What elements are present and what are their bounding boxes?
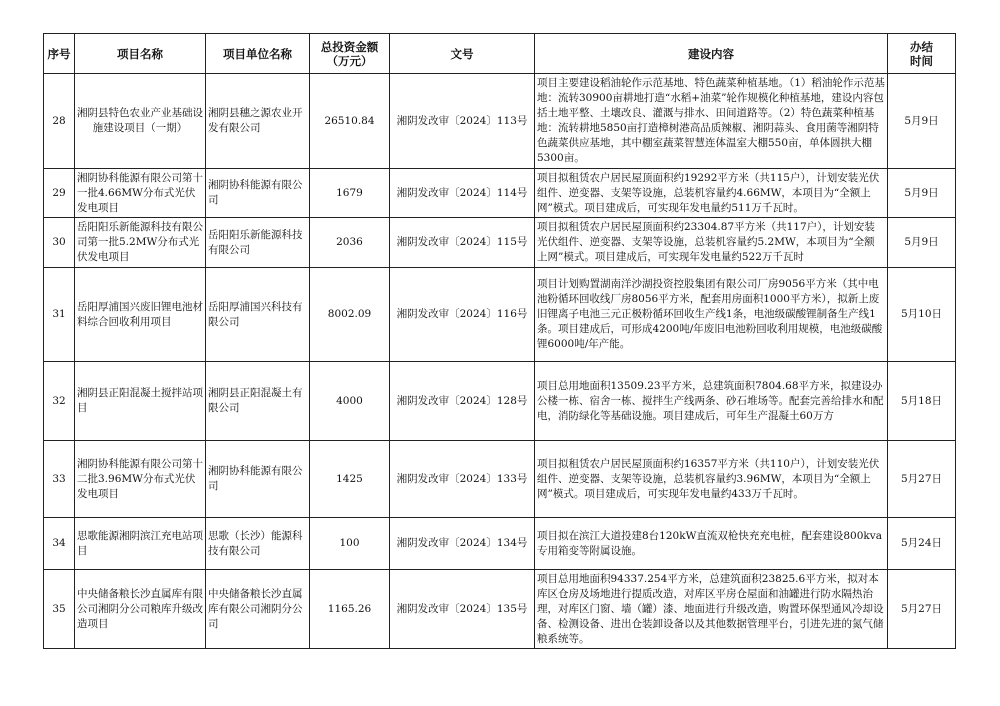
cell-content: 项目拟在滨江大道投建8台120kW直流双枪快充充电桩，配套建设800kva专用箱变等附属设施。 (535, 518, 888, 570)
header-investment-line2: （万元） (326, 53, 373, 68)
cell-seq: 31 (44, 268, 75, 362)
cell-doc-number: 湘阴发改审〔2024〕133号 (390, 441, 535, 518)
cell-content: 项目计划购置湖南洋沙湖投资控股集团有限公司厂房9056平方米（其中电池粉循环回收线厂房8056平方米，配套用房面积1000平方米），拟新上废旧锂离子电池三元正极粉循环回收生产线1条，电池级碳酸锂制备生产线1条。项目建成后，可形成4200吨/年废旧电池粉回收利用规模，电池级碳酸锂6000吨/年产能。 (535, 268, 888, 362)
header-unit-name: 项目单位名称 (206, 34, 310, 74)
cell-completion-date: 5月24日 (888, 518, 956, 570)
cell-seq: 32 (44, 362, 75, 441)
cell-seq: 35 (44, 570, 75, 649)
cell-completion-date: 5月9日 (888, 218, 956, 268)
cell-investment: 100 (310, 518, 390, 570)
cell-investment: 2036 (310, 218, 390, 268)
cell-completion-date: 5月18日 (888, 362, 956, 441)
cell-completion-date: 5月27日 (888, 570, 956, 649)
table-row (44, 218, 956, 268)
table-row (44, 169, 956, 218)
cell-content: 项目拟租赁农户居民屋顶面积约23304.87平方米（共117户），计划安装光伏组件、逆变器、支架等设施，总装机容量约5.2MW，本项目为“全额上网”模式。项目建成后，可实现年发电量约522万千瓦时 (535, 218, 888, 268)
table-row (44, 441, 956, 518)
table-row (44, 518, 956, 570)
table-row (44, 362, 956, 441)
cell-investment: 1425 (310, 441, 390, 518)
cell-seq: 34 (44, 518, 75, 570)
table-row (44, 570, 956, 649)
cell-unit-name: 思歌（长沙）能源科技有限公司 (206, 518, 310, 570)
header-seq: 序号 (44, 34, 75, 74)
header-investment (310, 34, 390, 74)
cell-project-name: 湘阴县特色农业产业基础设施建设项目（一期） (75, 74, 206, 169)
cell-seq: 28 (44, 74, 75, 169)
cell-completion-date: 5月10日 (888, 268, 956, 362)
cell-completion-date: 5月9日 (888, 74, 956, 169)
cell-unit-name: 湘阴协科能源有限公司 (206, 441, 310, 518)
cell-unit-name: 中央储备粮长沙直属库有限公司湘阴分公司 (206, 570, 310, 649)
cell-doc-number: 湘阴发改审〔2024〕114号 (390, 169, 535, 218)
cell-investment: 1165.26 (310, 570, 390, 649)
header-completion-line2: 时间 (910, 53, 933, 68)
table-row (44, 268, 956, 362)
cell-seq: 33 (44, 441, 75, 518)
cell-doc-number: 湘阴发改审〔2024〕128号 (390, 362, 535, 441)
cell-investment: 1679 (310, 169, 390, 218)
cell-unit-name: 湘阴县穗之源农业开发有限公司 (206, 74, 310, 169)
cell-content: 项目总用地面积94337.254平方米，总建筑面积23825.6平方米，拟对本库区仓房及场地进行提质改造，对库区平房仓屋面和油罐进行防水隔热治理，对库区门窗、墙（罐）漆、地面进行升级改造，购置环保型通风冷却设备、检测设备、进出仓装卸设备以及其他数据管理平台，引进先进的氮气储粮系统等。 (535, 570, 888, 649)
header-doc-number: 文号 (390, 34, 535, 74)
cell-content: 项目主要建设稻油轮作示范基地、特色蔬菜种植基地。（1）稻油轮作示范基地：流转30900亩耕地打造“水稻+油菜”轮作规模化种植基地，建设内容包括土地平整、土壤改良、灌溉与排水、田间道路等。（2）特色蔬菜种植基地：流转耕地5850亩打造樟树港高品质辣椒、湘阴蒜头、食用菌等湘阴特色蔬菜供应基地，其中棚室蔬菜智慧连体温室大棚550亩，单体圆拱大棚5300亩。 (535, 74, 888, 169)
cell-doc-number: 湘阴发改审〔2024〕115号 (390, 218, 535, 268)
cell-completion-date: 5月27日 (888, 441, 956, 518)
header-row (44, 34, 956, 74)
cell-content: 项目拟租赁农户居民屋顶面积约16357平方米（共110户），计划安装光伏组件、逆变器、支架等设施，总装机容量约3.96MW，本项目为“全额上网”模式。项目建成后，可实现年发电量约433万千瓦时。 (535, 441, 888, 518)
cell-project-name: 湘阴协科能源有限公司第十二批3.96MW分布式光伏发电项目 (75, 441, 206, 518)
cell-doc-number: 湘阴发改审〔2024〕135号 (390, 570, 535, 649)
cell-doc-number: 湘阴发改审〔2024〕116号 (390, 268, 535, 362)
cell-project-name: 岳阳阳乐新能源科技有限公司第一批5.2MW分布式光伏发电项目 (75, 218, 206, 268)
cell-unit-name: 岳阳阳乐新能源科技有限公司 (206, 218, 310, 268)
header-completion-line1: 办结 (910, 39, 933, 54)
cell-unit-name: 湘阴县正阳混凝土有限公司 (206, 362, 310, 441)
cell-project-name: 思歌能源湘阴滨江充电站项目 (75, 518, 206, 570)
header-completion-time (888, 34, 956, 74)
project-table (43, 33, 956, 649)
cell-seq: 30 (44, 218, 75, 268)
cell-doc-number: 湘阴发改审〔2024〕134号 (390, 518, 535, 570)
header-project-name: 项目名称 (75, 34, 206, 74)
cell-unit-name: 湘阴协科能源有限公司 (206, 169, 310, 218)
cell-investment: 26510.84 (310, 74, 390, 169)
cell-investment: 4000 (310, 362, 390, 441)
cell-project-name: 湘阴协科能源有限公司第十一批4.66MW分布式光伏发电项目 (75, 169, 206, 218)
table-row (44, 74, 956, 169)
cell-content: 项目拟租赁农户居民屋顶面积约19292平方米（共115户），计划安装光伏组件、逆变器、支架等设施，总装机容量约4.66MW，本项目为“全额上网”模式。项目建成后，可实现年发电量约511万千瓦时。 (535, 169, 888, 218)
cell-project-name: 湘阴县正阳混凝土搅拌站项目 (75, 362, 206, 441)
cell-project-name: 中央储备粮长沙直属库有限公司湘阴分公司粮库升级改造项目 (75, 570, 206, 649)
header-investment-line1: 总投资金额 (320, 39, 379, 54)
cell-doc-number: 湘阴发改审〔2024〕113号 (390, 74, 535, 169)
header-content: 建设内容 (535, 34, 888, 74)
cell-content: 项目总用地面积13509.23平方米，总建筑面积7804.68平方米，拟建设办公楼一栋、宿舍一栋、搅拌生产线两条、砂石堆场等。配套完善给排水和配电，消防绿化等基础设施。项目建成后，可年生产混凝土60万方 (535, 362, 888, 441)
cell-unit-name: 岳阳厚浦国兴科技有限公司 (206, 268, 310, 362)
cell-seq: 29 (44, 169, 75, 218)
cell-project-name: 岳阳厚浦国兴废旧锂电池材料综合回收利用项目 (75, 268, 206, 362)
cell-investment: 8002.09 (310, 268, 390, 362)
cell-completion-date: 5月9日 (888, 169, 956, 218)
